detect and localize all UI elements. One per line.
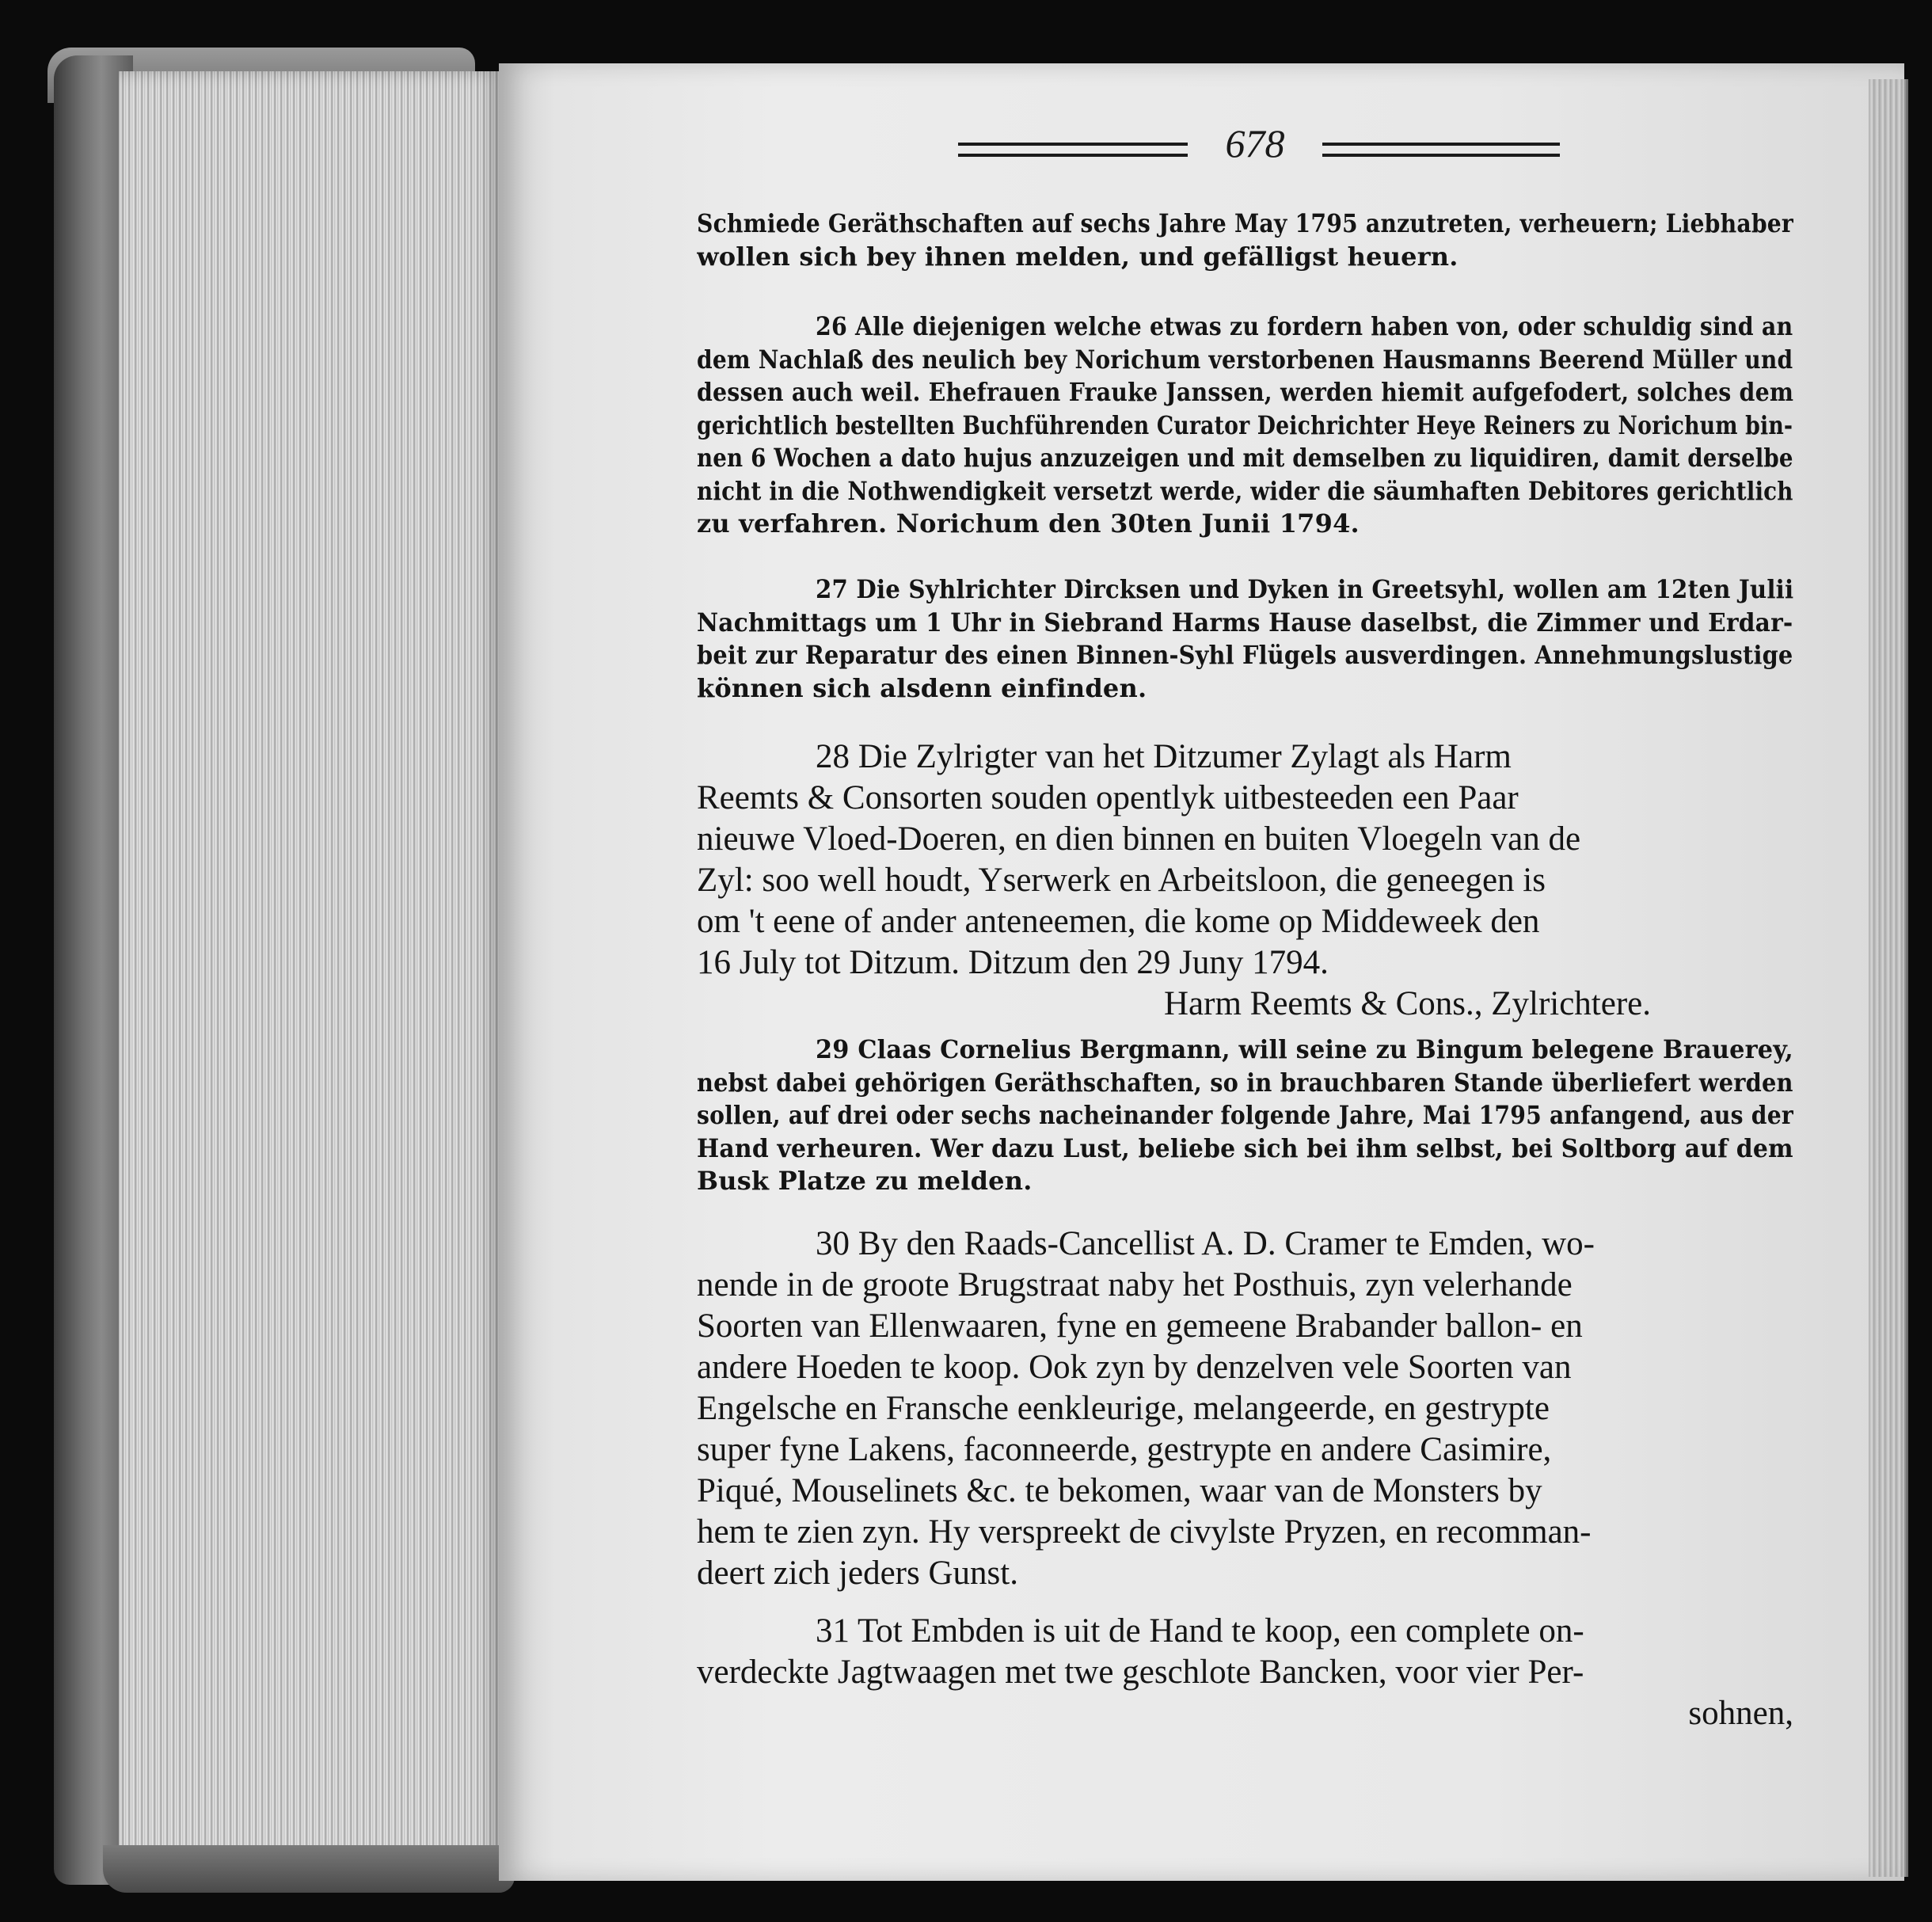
text-line: Busk Platze zu melden.: [697, 1166, 1033, 1196]
notice-30: [697, 1224, 1793, 1594]
text-line: Zyl: soo well houdt, Yserwerk en Arbeitsloon, die geneegen is: [697, 862, 1546, 899]
text-line: Piqué, Mouselinets &c. te bekomen, waar van de Monsters by: [697, 1472, 1542, 1509]
notice-31: [697, 1611, 1793, 1734]
text-line: 28 Die Zylrigter van het Ditzumer Zylagt als Harm: [816, 738, 1512, 775]
text-line: 31 Tot Embden is uit de Hand te koop, een complete on-: [816, 1612, 1584, 1650]
text-line: nebst dabei gehörigen Geräthschaften, so in brauchbaren Stande überliefert werden: [697, 1067, 1793, 1098]
notice-25-continuation: [697, 207, 1793, 273]
text-line: 27 Die Syhlrichter Dircksen und Dyken in Greetsyhl, wollen am 12ten Julii: [816, 574, 1793, 604]
text-line: dessen auch weil. Ehefrauen Frauke Janssen, werden hiemit aufgefodert, solches dem: [697, 377, 1793, 407]
text-line: nende in de groote Brugstraat naby het Posthuis, zyn velerhande: [697, 1266, 1573, 1304]
text-line: verdeckte Jagtwaagen met twe geschlote Bancken, voor vier Per-: [697, 1654, 1584, 1691]
text-line: beit zur Reparatur des einen Binnen-Syhl Flügels ausverdingen. Annehmungslustige: [697, 640, 1793, 670]
page-header: [958, 121, 1560, 173]
notice-28: [697, 736, 1793, 1025]
text-line: 30 By den Raads-Cancellist A. D. Cramer te Emden, wo-: [816, 1225, 1595, 1262]
text-line: om 't eene of ander anteneemen, die kome op Middeweek den: [697, 903, 1540, 940]
text-line: Reemts & Consorten souden opentlyk uitbesteeden een Paar: [697, 779, 1519, 816]
text-line: wollen sich bey ihnen melden, und gefälligst heuern.: [697, 241, 1459, 272]
header-rule-left: [958, 143, 1188, 157]
text-line: zu verfahren. Norichum den 30ten Junii 1794.: [697, 508, 1360, 539]
text-line: deert zich jeders Gunst.: [697, 1555, 1018, 1592]
text-line: können sich alsdenn einfinden.: [697, 672, 1147, 703]
page-number: 678: [1225, 121, 1285, 166]
text-line: Hand verheuren. Wer dazu Lust, beliebe sich bei ihm selbst, bei Soltborg auf dem: [697, 1132, 1793, 1163]
text-line: sohnen,: [1688, 1695, 1793, 1732]
text-line: gerichtlich bestellten Buchführenden Curator Deichrichter Heye Reiners zu Norichum bin-: [697, 409, 1793, 440]
text-line: 26 Alle diejenigen welche etwas zu fordern haben von, oder schuldig sind an: [816, 311, 1793, 341]
notice-27: [697, 573, 1793, 705]
text-line: 16 July tot Ditzum. Ditzum den 29 Juny 1794.: [697, 944, 1329, 981]
text-line: sollen, auf drei oder sechs nacheinander folgende Jahre, Mai 1795 anfangend, aus der: [697, 1100, 1793, 1130]
text-line: 29 Claas Cornelius Bergmann, will seine zu Bingum belegene Brauerey,: [816, 1034, 1793, 1064]
text-line: Engelsche en Fransche eenkleurige, melangeerde, en gestrypte: [697, 1390, 1550, 1427]
signature-line: Harm Reemts & Cons., Zylrichtere.: [1164, 985, 1651, 1022]
book-cover-bottom: [103, 1845, 515, 1893]
text-line: andere Hoeden te koop. Ook zyn by denzelven vele Soorten van: [697, 1349, 1572, 1386]
text-line: Soorten van Ellenwaaren, fyne en gemeene Brabander ballon- en: [697, 1307, 1583, 1345]
text-line: Schmiede Geräthschaften auf sechs Jahre May 1795 anzutreten, verheuern; Liebhaber: [697, 208, 1793, 238]
text-line: nicht in die Nothwendigkeit versetzt werde, wider die säumhaften Debitores gerichtlich: [697, 475, 1793, 506]
page-right-edge: [1869, 79, 1908, 1877]
page-edge-stack: [119, 71, 499, 1881]
text-line: Nachmittags um 1 Uhr in Siebrand Harms Hause daselbst, die Zimmer und Erdar-: [697, 607, 1793, 637]
notice-29: [697, 1033, 1793, 1198]
text-line: hem te zien zyn. Hy verspreekt de civylste Pryzen, en recomman-: [697, 1513, 1592, 1551]
header-rule-right: [1322, 143, 1560, 157]
text-line: super fyne Lakens, faconneerde, gestrypte en andere Casimire,: [697, 1431, 1552, 1468]
notice-26: [697, 310, 1793, 541]
text-line: dem Nachlaß des neulich bey Norichum verstorbenen Hausmanns Beerend Müller und: [697, 344, 1793, 375]
text-line: nen 6 Wochen a dato hujus anzuzeigen und mit demselben zu liquidiren, damit derselbe: [697, 443, 1793, 473]
text-line: nieuwe Vloed-Doeren, en dien binnen en buiten Vloegeln van de: [697, 820, 1581, 858]
